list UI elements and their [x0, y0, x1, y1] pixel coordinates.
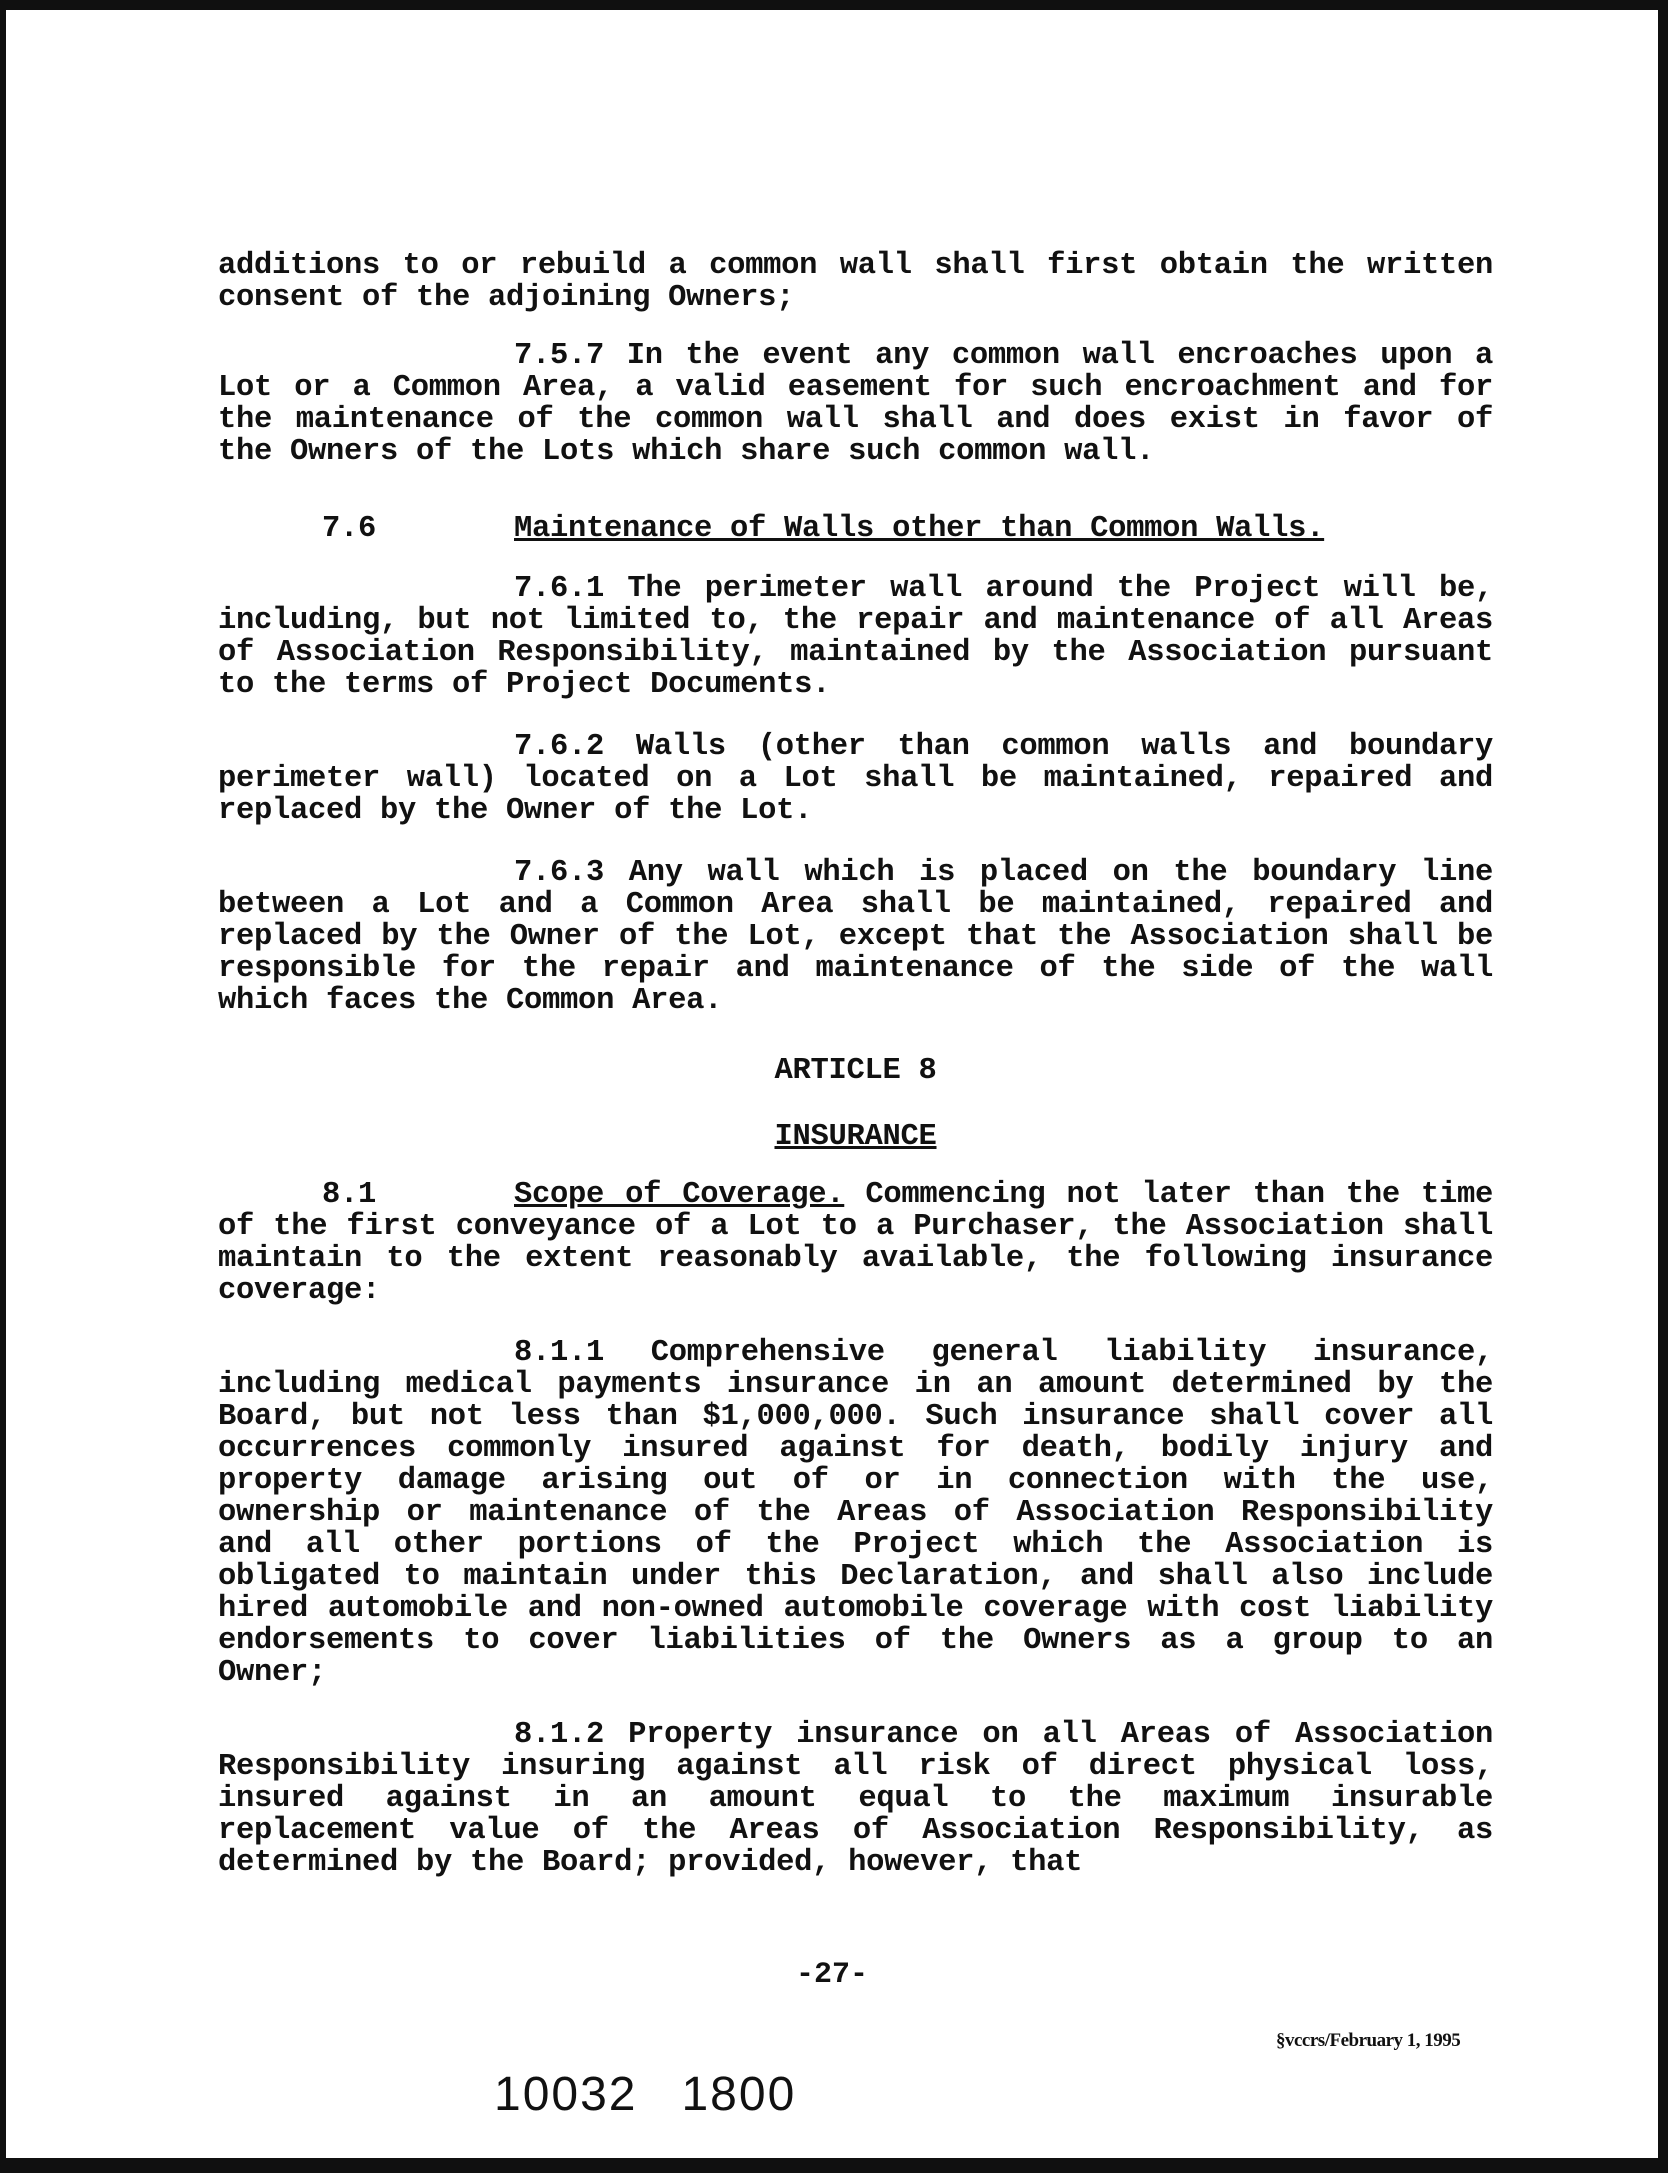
section-title: Scope of Coverage. — [514, 1178, 845, 1212]
article-title — [218, 1121, 1493, 1153]
doc-id-left: 10032 — [494, 2068, 638, 2121]
page-number: -27- — [795, 1958, 868, 1992]
article-label: ARTICLE 8 — [774, 1054, 937, 1088]
section-number: 8.1 — [322, 1178, 377, 1212]
article-title-text: INSURANCE — [774, 1120, 937, 1154]
section-7-6-heading — [218, 513, 1493, 545]
section-title: Maintenance of Walls other than Common Walls. — [514, 512, 1325, 546]
paragraph-8-1-1: 8.1.1 Comprehensive general liability insurance, including medical payments insurance in an amount determined by the Board, but not less than $1,000,000. Such insurance shall cover all occurrences commonly insured against for death, bodily injury and property damage arising out of or in connection with the use, ownership or maintenance of the Areas of Association Responsibility and all other portions of the Project which the Association is obligated to maintain under this Declaration, and shall also include hired automobile and non-owned automobile coverage with cost liability endorsements to cover liabilities of the Owners as a group to an Owner; — [218, 1336, 1493, 1690]
footer-date-stamp: §vccrs/February 1, 1995 — [1276, 2030, 1461, 2051]
paragraph-7-5-7: 7.5.7 In the event any common wall encroaches upon a Lot or a Common Area, a valid easement for such encroachment and for the maintenance of the common wall shall and does exist in favor of the Owners of the Lots which share such common wall. — [218, 339, 1493, 469]
section-text: Commencing not later than the time of the first conveyance of a Lot to a Purchaser, the Association shall maintain to the extent reasonably available, the following insurance coverage: — [218, 1178, 1493, 1308]
paragraph-7-6-1: 7.6.1 The perimeter wall around the Project will be, including, but not limited to, the repair and maintenance of all Areas of Association Responsibility, maintained by the Association pursuant to the terms of Project Documents. — [218, 572, 1493, 702]
paragraph-8-1-2: 8.1.2 Property insurance on all Areas of Association Responsibility insuring against all risk of direct physical loss, insured against in an amount equal to the maximum insurable replacement value of the Areas of Association Responsibility, as determined by the Board; provided, however, that — [218, 1718, 1493, 1880]
doc-id-right: 1800 — [681, 2068, 797, 2121]
paragraph-7-6-3: 7.6.3 Any wall which is placed on the boundary line between a Lot and a Common Area shall be maintained, repaired and replaced by the Owner of the Lot, except that the Association shall be responsible for the repair and maintenance of the side of the wall which faces the Common Area. — [218, 856, 1493, 1018]
section-number: 7.6 — [322, 512, 377, 546]
paragraph-7-6-2: 7.6.2 Walls (other than common walls and boundary perimeter wall) located on a Lot shall be maintained, repaired and replaced by the Owner of the Lot. — [218, 730, 1493, 828]
paragraph-8-1 — [218, 1179, 1493, 1307]
document-id-stamp — [494, 2067, 796, 2122]
paragraph-continuation: additions to or rebuild a common wall shall first obtain the written consent of the adjoining Owners; — [218, 249, 1493, 315]
document-page — [6, 10, 1658, 2158]
document-body — [218, 250, 1493, 1879]
